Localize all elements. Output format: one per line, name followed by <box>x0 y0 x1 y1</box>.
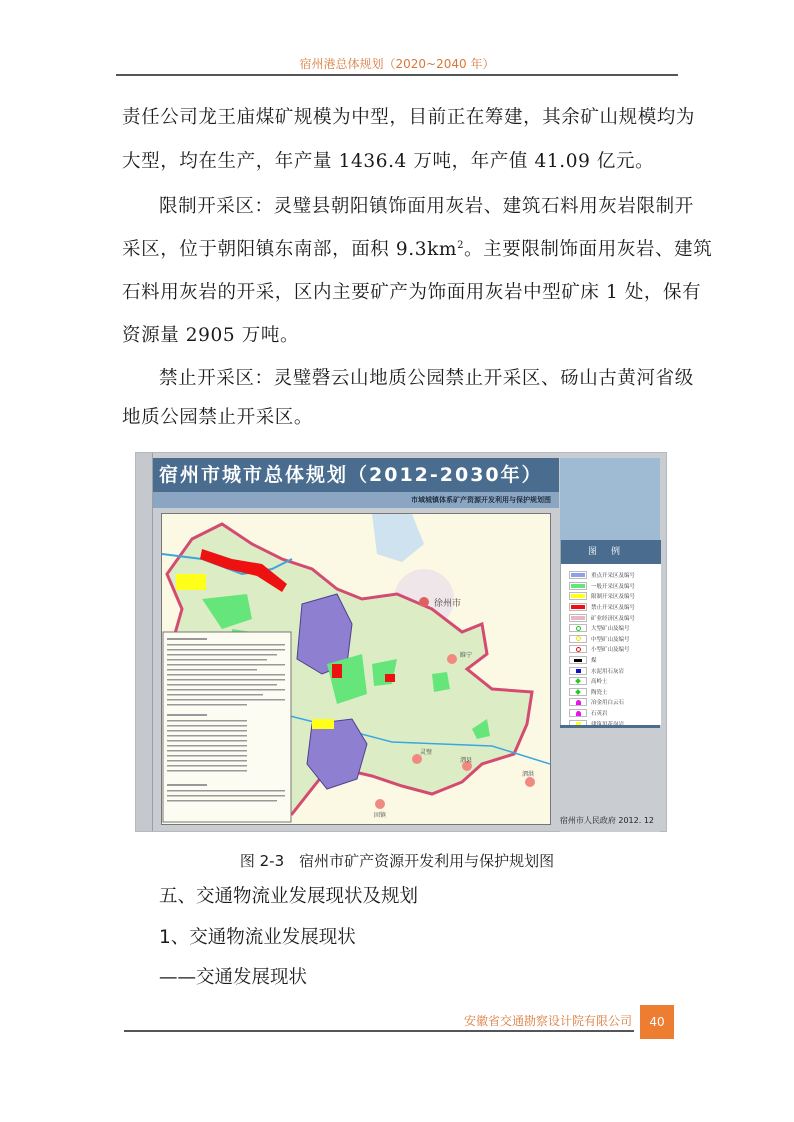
prohibited-zone <box>332 664 342 678</box>
legend-title: 图例 <box>561 540 661 564</box>
legend-item <box>569 602 661 613</box>
body-paragraph: 地质公园禁止开采区。 <box>122 407 314 428</box>
legend-item <box>569 697 661 708</box>
legend-item <box>569 634 661 645</box>
legend-item <box>569 570 661 581</box>
map-label-xuzhou: 徐州市 <box>434 599 462 609</box>
legend-swatch-icon <box>569 698 587 706</box>
map-illustration <box>162 514 550 824</box>
footer-company: 安徽省交通勘察设计院有限公司 <box>463 1014 632 1028</box>
area-superscript: 2 <box>457 240 465 251</box>
body-paragraph: 石料用灰岩的开采，区内主要矿产为饰面用灰岩中型矿床 1 处，保有 <box>122 282 702 303</box>
running-header-title: 宿州港总体规划（2020~2040 年） <box>299 57 495 71</box>
page-number: 40 <box>640 1005 674 1039</box>
body-paragraph: 资源量 2905 万吨。 <box>122 325 300 346</box>
city-marker <box>525 777 535 787</box>
subsection-heading: 1、交通物流业发展现状 <box>159 927 356 948</box>
body-paragraph <box>122 235 713 261</box>
figure-caption: 图 2-3 宿州市矿产资源开发利用与保护规划图 <box>239 852 555 870</box>
area-text-before: 采区，位于朝阳镇东南部，面积 9.3km <box>122 239 458 260</box>
legend-label: 大型矿山及编号 <box>591 626 630 633</box>
legend-list <box>561 564 661 740</box>
legend-swatch-icon <box>569 635 587 643</box>
map-label-sihong: 泗洪 <box>522 771 535 778</box>
legend-swatch-icon <box>569 677 587 685</box>
legend-label: 矿业经济区及编号 <box>591 615 636 622</box>
legend-item <box>569 612 661 623</box>
legend-swatch-icon <box>569 688 587 696</box>
map-legend <box>560 540 661 725</box>
legend-item <box>569 676 661 687</box>
map-canvas <box>161 513 551 825</box>
legend-swatch-icon <box>569 582 587 590</box>
legend-label: 禁止开采区及编号 <box>591 605 636 612</box>
city-marker <box>375 799 385 809</box>
legend-swatch-icon <box>569 614 587 622</box>
city-marker <box>447 654 457 664</box>
legend-label: 高岭土 <box>591 679 608 686</box>
legend-label: 一般开采区及编号 <box>591 583 636 590</box>
mineral-planning-map-figure <box>135 452 667 832</box>
legend-swatch-icon <box>569 709 587 717</box>
legend-item <box>569 665 661 676</box>
legend-item <box>569 623 661 634</box>
legend-label: 石英岩 <box>591 711 608 718</box>
legend-swatch-icon <box>569 603 587 611</box>
legend-item <box>569 591 661 602</box>
restricted-zone <box>176 574 206 590</box>
body-paragraph: 责任公司龙王庙煤矿规模为中型，目前正在筹建，其余矿山规模均为 <box>122 107 696 128</box>
restricted-zone <box>312 719 334 729</box>
map-frame-left-strip <box>136 453 153 831</box>
legend-item <box>569 644 661 655</box>
body-paragraph: 限制开采区：灵璧县朝阳镇饰面用灰岩、建筑石料用灰岩限制开 <box>159 196 694 217</box>
general-zone <box>432 672 450 692</box>
map-label-suining: 睢宁 <box>460 652 473 659</box>
legend-label: 限制开采区及编号 <box>591 594 636 601</box>
legend-label: 煤 <box>591 658 597 665</box>
area-text-after: 。主要限制饰面用灰岩、建筑 <box>464 239 713 260</box>
map-credit: 宿州市人民政府 2012. 12 <box>559 816 654 825</box>
header-rule <box>116 74 678 76</box>
legend-swatch-icon <box>569 592 587 600</box>
legend-swatch-icon <box>569 571 587 579</box>
legend-item <box>569 655 661 666</box>
legend-label: 陶瓷土 <box>591 689 608 696</box>
footer-rule <box>124 1030 634 1032</box>
legend-item <box>569 708 661 719</box>
map-title: 宿州市城市总体规划（2012-2030年） <box>153 458 559 492</box>
legend-label: 中型矿山及编号 <box>591 636 630 643</box>
legend-swatch-icon <box>569 624 587 632</box>
body-paragraph: 禁止开采区：灵璧磬云山地质公园禁止开采区、砀山古黄河省级 <box>159 368 694 389</box>
map-frame-corner <box>560 458 660 540</box>
legend-label: 小型矿山及编号 <box>591 647 630 654</box>
legend-label: 冶金用白云石 <box>591 700 625 707</box>
legend-item <box>569 687 661 698</box>
map-subtitle: 市域城镇体系矿产资源开发利用与保护规划图 <box>153 492 559 508</box>
legend-label: 水泥用石灰岩 <box>591 668 625 675</box>
legend-swatch-icon <box>569 645 587 653</box>
sub-subsection-heading: ——交通发展现状 <box>159 967 308 988</box>
map-label-sixian: 泗县 <box>460 757 473 764</box>
legend-label: 重点开采区及编号 <box>591 573 636 580</box>
legend-item <box>569 581 661 592</box>
legend-swatch-icon <box>569 656 587 664</box>
map-label-guzhen: 固镇 <box>374 812 387 819</box>
prohibited-zone <box>385 674 395 682</box>
city-marker <box>419 597 429 607</box>
map-credit-panel <box>560 725 660 832</box>
section-heading: 五、交通物流业发展现状及规划 <box>159 886 419 907</box>
legend-swatch-icon <box>569 667 587 675</box>
map-label-lingbi: 灵璧 <box>420 749 433 756</box>
body-paragraph: 大型，均在生产，年产量 1436.4 万吨，年产值 41.09 亿元。 <box>122 151 655 172</box>
